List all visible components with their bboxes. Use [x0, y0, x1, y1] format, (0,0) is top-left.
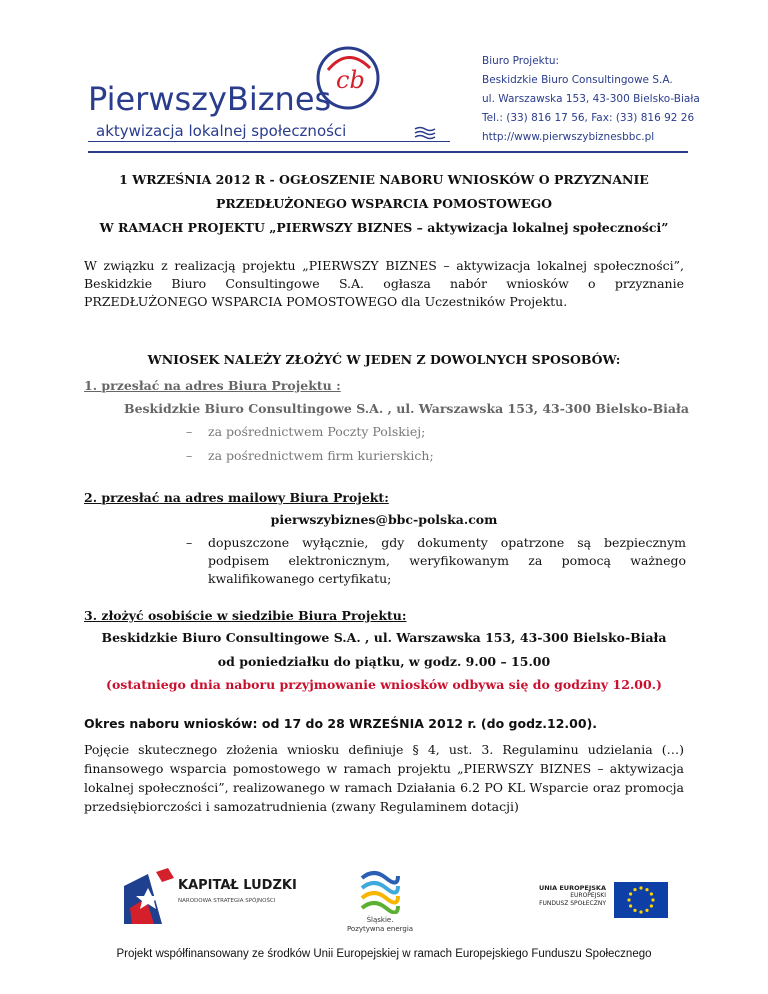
method-1-item-courier	[186, 448, 434, 463]
dash-bullet: –	[186, 424, 193, 439]
method-1-heading: 1. przesłać na adres Biura Projektu :	[84, 378, 341, 393]
definition-paragraph: Pojęcie skutecznego złożenia wniosku definiuje § 4, ust. 3. Regulaminu udzielania (…) finansowego wsparcia pomostowego w ramach projektu „PIERWSZY BIZNES – aktywizacja lokalnej społeczności”, realizowanego w ramach Działania 6.2 PO KL Wsparcie oraz promocja przedsiębiorczości i samozatrudnienia (zwany Regulaminem dotacji)	[84, 742, 684, 814]
slaskie-slogan: Pozytywna energia	[346, 925, 414, 933]
method-2-heading: 2. przesłać na adres mailowy Biura Projekt:	[84, 490, 389, 505]
contact-office-label: Biuro Projektu:	[482, 55, 560, 67]
methods-heading: WNIOSEK NALEŻY ZŁOŻYĆ W JEDEN Z DOWOLNYCH SPOSOBÓW:	[147, 352, 621, 367]
slaskie-logo	[340, 870, 420, 940]
eu-label-line-2: EUROPEJSKI	[570, 892, 606, 899]
eu-label-line-1: UNIA EUROPEJSKA	[538, 884, 606, 892]
brand-waves-icon	[414, 126, 436, 140]
intro-paragraph: W związku z realizacją projektu „PIERWSZY BIZNES – aktywizacja lokalnej społeczności”, Beskidzkie Biuro Consultingowe S.A. ogłasza nabór wniosków o przyznanie PRZEDŁUŻONEGO WSPARCIA POMOSTOWEGO dla Uczestników Projektu.	[84, 258, 684, 309]
page-title	[84, 168, 684, 240]
method-2-note-text: dopuszczone wyłącznie, gdy dokumenty opatrzone są bezpiecznym podpisem elektronicznym, weryfikowanym za pomocą ważnego kwalifikowanego certyfikatu;	[208, 535, 686, 586]
eu-label	[500, 884, 606, 908]
method-1-item-post	[186, 424, 425, 439]
method-3-heading: 3. złożyć osobiście w siedzibie Biura Projektu:	[84, 608, 407, 623]
kapital-ludzki-subtitle: NARODOWA STRATEGIA SPÓJNOŚCI	[178, 898, 276, 904]
eu-label-line-3: FUNDUSZ SPOŁECZNY	[539, 900, 606, 907]
svg-text:cb: cb	[336, 66, 365, 94]
application-period: Okres naboru wniosków: od 17 do 28 WRZEŚNIA 2012 r. (do godz.12.00).	[84, 716, 598, 731]
slaskie-waves-icon	[358, 870, 402, 914]
eu-flag-icon	[614, 882, 668, 918]
header-divider	[88, 151, 688, 153]
method-1-item-post-text: za pośrednictwem Poczty Polskiej;	[208, 424, 426, 439]
title-line-1: 1 WRZEŚNIA 2012 R - OGŁOSZENIE NABORU WNIOSKÓW O PRZYZNANIE	[119, 172, 649, 187]
contact-block	[482, 52, 700, 147]
title-line-3: W RAMACH PROJEKTU „PIERWSZY BIZNES – aktywizacja lokalnej społeczności”	[99, 220, 669, 235]
contact-address: ul. Warszawska 153, 43-300 Bielsko-Biała	[482, 93, 700, 105]
method-3-address: Beskidzkie Biuro Consultingowe S.A. , ul. Warszawska 153, 43-300 Bielsko-Biała	[101, 630, 667, 645]
footer-cofinancing-note: Projekt współfinansowany ze środków Unii Europejskiej w ramach Europejskiego Funduszu Społecznego	[116, 948, 652, 960]
brand-tagline: aktywizacja lokalnej społeczności	[96, 122, 347, 140]
contact-phone: Tel.: (33) 816 17 56, Fax: (33) 816 92 26	[482, 112, 695, 124]
kapital-ludzki-logo	[124, 868, 297, 928]
kapital-ludzki-icon	[124, 868, 174, 924]
dash-bullet: –	[186, 448, 193, 463]
kapital-ludzki-title: KAPITAŁ LUDZKI	[178, 878, 297, 893]
method-3-last-day-note: (ostatniego dnia naboru przyjmowanie wniosków odbywa się do godziny 12.00.)	[106, 677, 662, 692]
slaskie-name: Śląskie.	[366, 916, 394, 924]
method-2-email-link[interactable]: pierwszybiznes@bbc-polska.com	[270, 512, 498, 527]
title-line-2: PRZEDŁUŻONEGO WSPARCIA POMOSTOWEGO	[215, 196, 553, 211]
method-1-address: Beskidzkie Biuro Consultingowe S.A. , ul. Warszawska 153, 43-300 Bielsko-Biała	[124, 401, 689, 416]
contact-website-link[interactable]: http://www.pierwszybiznesbbc.pl	[482, 131, 655, 143]
method-1-item-courier-text: za pośrednictwem firm kurierskich;	[208, 448, 434, 463]
brand-name: PierwszyBiznes	[88, 80, 332, 118]
dash-bullet: –	[186, 535, 193, 550]
tagline-rule	[88, 141, 450, 142]
contact-company: Beskidzkie Biuro Consultingowe S.A.	[482, 74, 673, 86]
method-3-hours: od poniedziałku do piątku, w godz. 9.00 – 15.00	[217, 654, 551, 669]
project-logo	[88, 38, 448, 148]
